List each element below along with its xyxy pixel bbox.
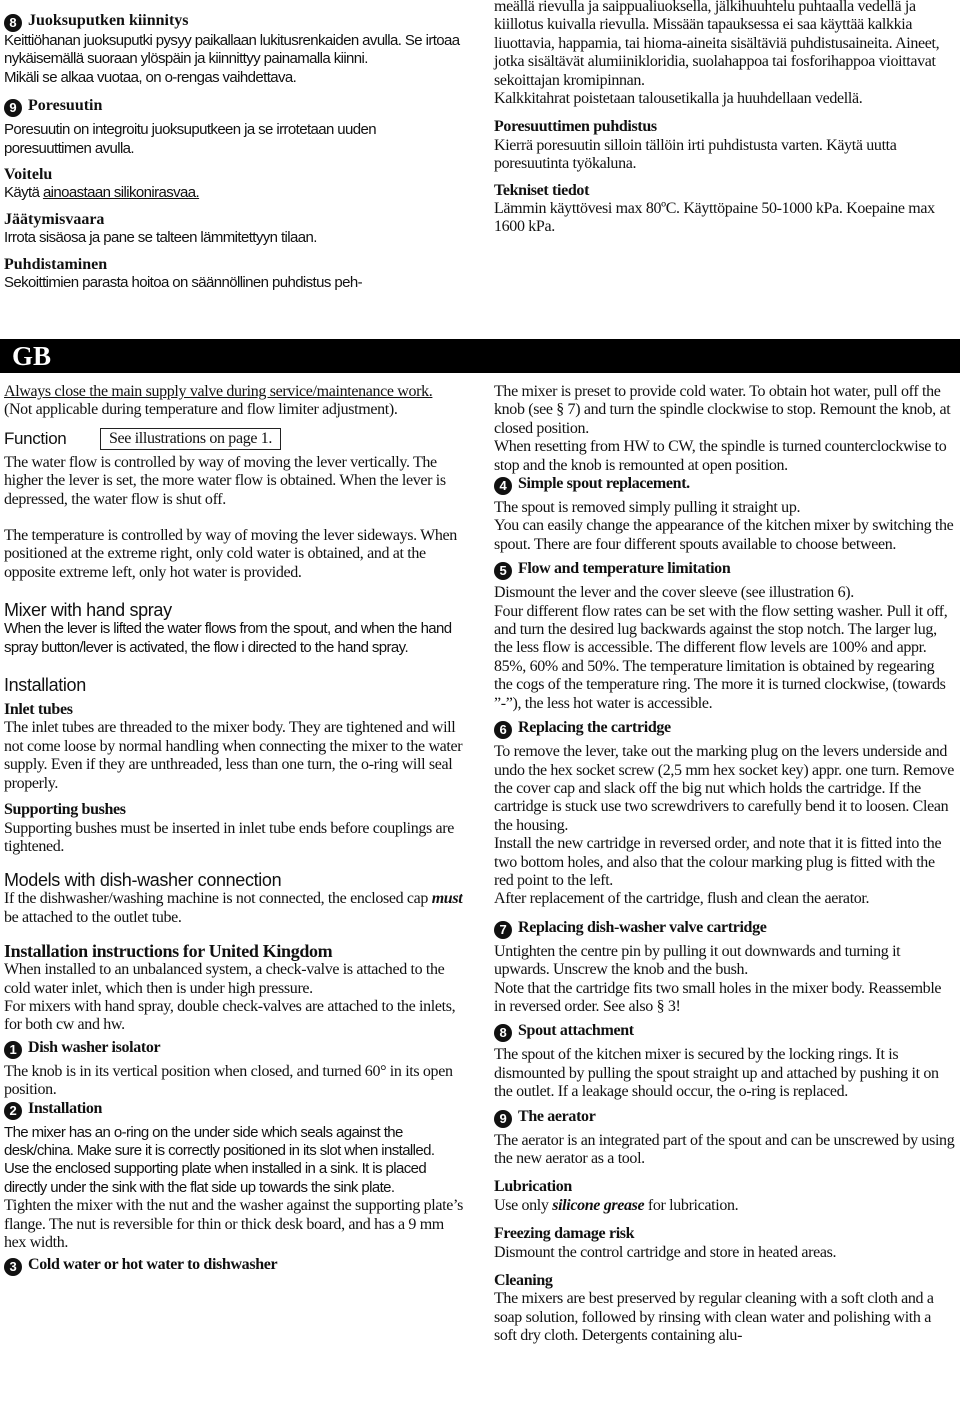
- number-badge: 4: [494, 477, 512, 495]
- paragraph: Mikäli se alkaa vuotaa, on o-rengas vaihdettava.: [4, 68, 297, 86]
- section-title: Spout attachment: [518, 1022, 634, 1040]
- number-badge: 1: [4, 1041, 22, 1059]
- voitelu-heading: Voitelu: [4, 166, 53, 184]
- paragraph: After replacement of the cartridge, flush and clean the aerator.: [494, 890, 870, 908]
- paragraph: Lämmin käyttövesi max 80ºC. Käyttöpaine 50-1000 kPa. Koepaine max 1600 kPa.: [494, 200, 935, 236]
- paragraph: Poresuutin on integroitu juoksuputkeen ja se irrotetaan uuden poresuuttimen avulla.: [4, 121, 377, 157]
- paragraph: Use the enclosed supporting plate when installed in a sink. It is placed directly under the sink with the flat side up towards the sink plate.: [4, 1160, 427, 1196]
- text: for lubrication.: [644, 1196, 739, 1214]
- section-1-heading: [4, 1039, 466, 1059]
- section-9-heading: [494, 1108, 956, 1128]
- section-6-heading: [494, 719, 956, 739]
- section-9-heading: [4, 97, 466, 117]
- paragraph: Keittiöhanan juoksuputki pysyy paikallaan lukitusrenkaiden avulla. Se irtoaa nykäisemällä suoraan ylöspäin ja kiinnittyy painamalla kiinni.: [4, 32, 460, 68]
- paragraph: Kierrä poresuutin silloin tällöin irti puhdistusta varten. Käytä uutta poresuutinta työkaluna.: [494, 136, 897, 173]
- inlet-heading: Inlet tubes: [4, 701, 73, 719]
- installation-heading: Installation: [4, 675, 86, 696]
- text: ainoastaan silikonirasvaa.: [42, 184, 200, 202]
- text: silicone grease: [552, 1196, 645, 1214]
- paragraph: The temperature is controlled by way of moving the lever sideways. When positioned at the extreme right, only cold water is obtained, and at the opposite extreme left, only hot water is provided.: [4, 527, 457, 581]
- freezing-heading: Freezing damage risk: [494, 1225, 635, 1243]
- section-4-heading: [494, 475, 956, 495]
- paragraph: When installed to an unbalanced system, a check-valve is attached to the cold water inlet, which then is under high pressure.: [4, 961, 445, 997]
- section-title: Installation: [28, 1099, 103, 1117]
- paragraph: The water flow is controlled by way of moving the lever vertically. The higher the lever is set, the more water flow is obtained. When the lever is depressed, the water flow is shut off.: [4, 453, 446, 508]
- finnish-left-column: [4, 12, 466, 292]
- number-badge: 8: [4, 14, 22, 32]
- paragraph: When the lever is lifted the water flows from the spout, and when the hand spray button/lever is activated, the flow i directed to the hand spray.: [4, 620, 452, 656]
- section-8-heading: [494, 1022, 956, 1042]
- section-2-heading: [4, 1100, 466, 1120]
- see-illustrations-box: See illustrations on page 1.: [100, 428, 281, 450]
- paragraph: Untighten the centre pin by pulling it out downwards and turning it upwards. Unscrew the knob and the bush.: [494, 942, 901, 979]
- paragraph: [494, 1197, 956, 1215]
- paragraph: Four different flow rates can be set with the flow setting washer. Pull it off, and turn the desired lug backwards against the stop notch. The larger lug, the less flow is accessible. The different flow levels are 100% and appr. 85%, 60% and 50%. The temperature limitation is obtained by regearing the cogs of the temperature ring. The more it is turned clockwise, (towards ”-”), the less hot water is accessible.: [494, 602, 948, 712]
- cleaning-heading: Cleaning: [494, 1272, 553, 1290]
- section-title: Simple spout replacement.: [518, 475, 690, 493]
- section-7-heading: [494, 919, 956, 939]
- section-title: Replacing dish-washer valve cartridge: [518, 918, 767, 936]
- uk-heading: Installation instructions for United Kingdom: [4, 941, 333, 962]
- tekniset-heading: Tekniset tiedot: [494, 181, 590, 199]
- paragraph: Irrota sisäosa ja pane se talteen lämmitettyyn tilaan.: [4, 229, 317, 247]
- section-title: Juoksuputken kiinnitys: [28, 12, 189, 29]
- jaatymisvaara-heading: Jäätymisvaara: [4, 210, 105, 228]
- paragraph: meällä rievulla ja saippualiuoksella, jälkihuuhtelu puhtaalla vedellä ja kiillotus kuivalla rievulla. Missään tapauksessa ei saa käyttää kalkkia liuottavia, happamia, tai hioma-aineita sisältäviä puhdistusaineita. Aineet, jotka sisältävät alumiinikloridia, suolahappoa tai fosforihappoa vioittavat sekoittajan kromipinnan.: [494, 0, 940, 89]
- paragraph: Note that the cartridge fits two small holes in the mixer body. Reassemble in reversed order. See also § 3!: [494, 979, 942, 1015]
- section-title: The aerator: [518, 1107, 596, 1125]
- paragraph: [4, 890, 466, 927]
- paragraph: The spout is removed simply pulling it straight up.: [494, 499, 801, 517]
- dishwasher-heading: Models with dish-washer connection: [4, 870, 282, 891]
- lubrication-heading: Lubrication: [494, 1178, 572, 1196]
- paragraph: Tighten the mixer with the nut and the washer against the supporting plate’s flange. The nut is reversible for thin or thick desk board, and has a 9 mm hex width.: [4, 1197, 463, 1251]
- text: must: [431, 890, 463, 908]
- section-title: Dish washer isolator: [28, 1038, 161, 1056]
- paragraph: You can easily change the appearance of the kitchen mixer by switching the spout. There are four different spouts available to choose between.: [494, 517, 954, 553]
- text: Käytä: [4, 184, 43, 202]
- language-bar: [0, 339, 960, 373]
- section-title: Poresuutin: [28, 97, 103, 115]
- paragraph: The mixer has an o-ring on the under side which seals against the desk/china. Make sure it is correctly positioned in its slot when installed.: [4, 1123, 435, 1159]
- function-heading: Function: [4, 428, 67, 448]
- section-5-heading: [494, 560, 956, 580]
- mixer-heading: Mixer with hand spray: [4, 600, 172, 621]
- number-badge: 6: [494, 721, 512, 739]
- paragraph: Always close the main supply valve during service/maintenance work.: [4, 383, 433, 400]
- text: If the dishwasher/washing machine is not connected, the enclosed cap: [4, 890, 432, 908]
- bushes-heading: Supporting bushes: [4, 801, 126, 819]
- paragraph: For mixers with hand spray, double check-valves are attached to the inlets, for both cw and hw.: [4, 997, 456, 1034]
- paragraph: Sekoittimien parasta hoitoa on säännöllinen puhdistus peh-: [4, 274, 362, 292]
- text: be attached to the outlet tube.: [4, 908, 182, 926]
- section-title: Replacing the cartridge: [518, 719, 671, 737]
- paragraph: Dismount the lever and the cover sleeve (see illustration 6).: [494, 584, 854, 602]
- number-badge: 9: [4, 99, 22, 117]
- paragraph: The inlet tubes are threaded to the mixer body. They are tightened and will not come loose by normal handling when connecting the mixer to the water supply. Even if they are unthreaded, less than one turn, the o-ring will seal properly.: [4, 719, 463, 792]
- paragraph: When resetting from HW to CW, the spindle is turned counterclockwise to stop and the knob is remounted at open position.: [494, 438, 947, 474]
- number-badge: 7: [494, 921, 512, 939]
- paragraph: (Not applicable during temperature and flow limiter adjustment).: [4, 401, 398, 419]
- paragraph: To remove the lever, take out the marking plug on the levers underside and undo the hex socket screw (2,5 mm hex socket key) appr. one turn. Remove the cover cap and slack off the big nut which holds the cartridge. If the cartridge is stuck use two screwdrivers to carefully bend it to loosen. Clean the housing.: [494, 743, 955, 834]
- puhdistaminen-heading: Puhdistaminen: [4, 255, 108, 273]
- language-label: GB: [12, 341, 52, 371]
- poresuuttimen-heading: Poresuuttimen puhdistus: [494, 118, 657, 136]
- paragraph: [4, 184, 466, 202]
- section-title: Cold water or hot water to dishwasher: [28, 1256, 278, 1274]
- paragraph: Supporting bushes must be inserted in inlet tube ends before couplings are tightened.: [4, 819, 455, 855]
- finnish-right-column: [494, 0, 956, 237]
- text: Use only: [494, 1196, 553, 1214]
- paragraph: The mixers are best preserved by regular cleaning with a soft cloth and a soap solution, followed by rinsing with clean water and polishing with a soft dry cloth. Detergents containing alu-: [494, 1290, 934, 1345]
- paragraph: Kalkkitahrat poistetaan talousetikalla ja huuhdellaan vedellä.: [494, 90, 863, 108]
- gb-right-column: [494, 383, 956, 1346]
- paragraph: The aerator is an integrated part of the spout and can be unscrewed by using the new aerator as a tool.: [494, 1131, 955, 1167]
- paragraph: Install the new cartridge in reversed order, and note that it is fitted into the two bottom holes, and also that the colour marking plug is fitted with the red point to the left.: [494, 835, 942, 889]
- number-badge: 8: [494, 1024, 512, 1042]
- number-badge: 2: [4, 1102, 22, 1120]
- section-title: Flow and temperature limitation: [518, 560, 731, 578]
- paragraph: The mixer is preset to provide cold water. To obtain hot water, pull off the knob (see § 7) and turn the spindle clockwise to stop. Remount the knob, at closed position.: [494, 383, 951, 437]
- gb-left-column: [4, 383, 466, 1276]
- paragraph: The knob is in its vertical position when closed, and turned 60° in its open position.: [4, 1062, 453, 1099]
- number-badge: 9: [494, 1110, 512, 1128]
- number-badge: 3: [4, 1258, 22, 1276]
- function-row: [4, 428, 466, 450]
- section-8-heading: [4, 12, 466, 32]
- section-3-heading: [4, 1256, 466, 1276]
- paragraph: Dismount the control cartridge and store in heated areas.: [494, 1243, 837, 1261]
- number-badge: 5: [494, 562, 512, 580]
- paragraph: The spout of the kitchen mixer is secured by the locking rings. It is dismounted by pulling the spout straight up and attached by pushing it on the outlet. If a leakage should occur, the o-ring is replaced.: [494, 1046, 939, 1101]
